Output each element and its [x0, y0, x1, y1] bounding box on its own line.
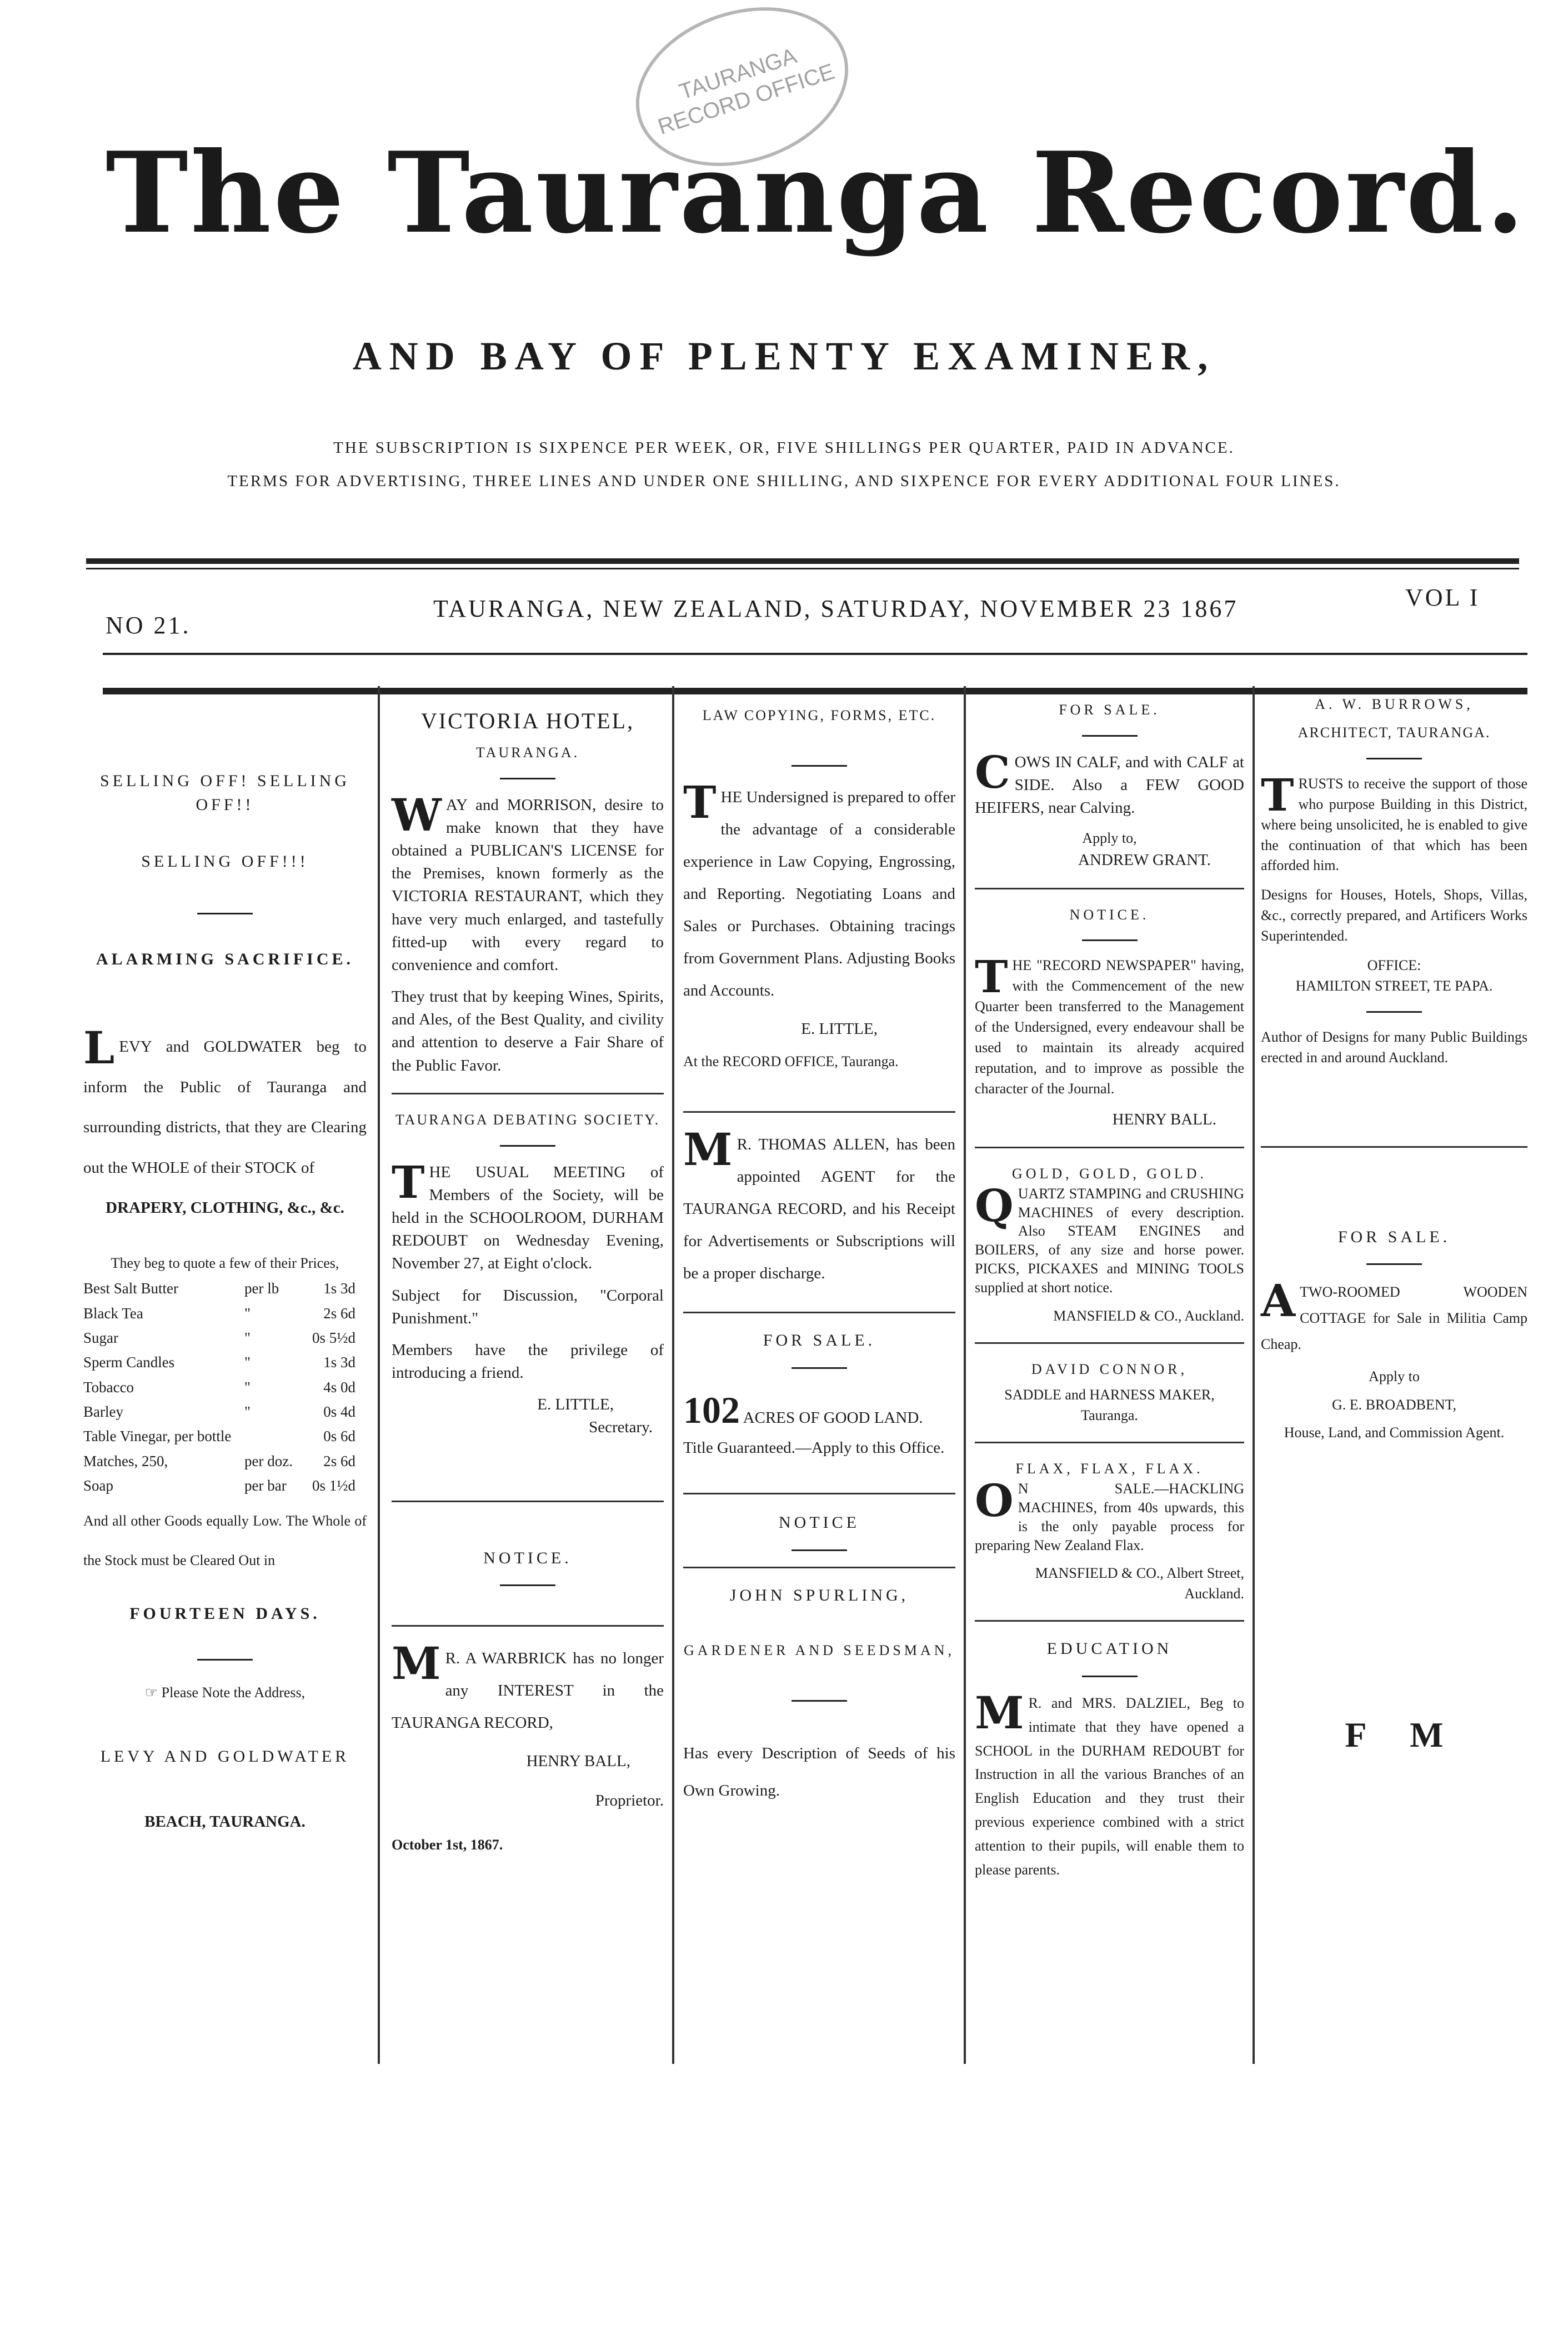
ad-body: HE "RECORD NEWSPAPER" having, with the Commencement of the new Quarter been transferred to the Management of the Undersigned, every endeavour shall be used to maintain its already acquired reputation, and to improve as possible the character of the Journal. — [975, 957, 1244, 1097]
price-item: Table Vinegar, per bottle — [83, 1428, 232, 1445]
price-value: 4s 0d — [323, 1378, 355, 1396]
divider — [975, 888, 1244, 889]
signature: MANSFIELD & CO., Auckland. — [1053, 1307, 1244, 1324]
drop-cap: M — [975, 1686, 1024, 1739]
ad-heading: SELLING OFF!!! — [141, 852, 309, 871]
divider — [975, 1620, 1244, 1622]
ad-body: TWO-ROOMED WOODEN COTTAGE for Sale in Militia Camp Cheap. — [1261, 1284, 1527, 1352]
divider — [500, 1145, 555, 1147]
price-row — [83, 1278, 367, 1299]
divider — [392, 1093, 664, 1094]
price-item: Sperm Candles — [83, 1354, 175, 1371]
drop-cap: M — [683, 1123, 733, 1176]
ad-body: Members have the privilege of introducing a friend. — [392, 1341, 664, 1382]
price-unit: " — [244, 1403, 251, 1421]
ad-subheading: ARCHITECT, TAURANGA. — [1298, 724, 1491, 741]
price-unit: " — [244, 1329, 251, 1347]
ad-heading: A. W. BURROWS, — [1315, 696, 1474, 712]
price-row — [83, 1451, 367, 1472]
divider — [392, 1625, 664, 1627]
ad-heading: GOLD, GOLD, GOLD. — [1011, 1165, 1208, 1182]
signature: HENRY BALL. — [1112, 1110, 1216, 1128]
price-row — [83, 1377, 367, 1398]
ad-body: AY and MORRISON, desire to make known that they have obtained a PUBLICAN'S LICENSE for the Premises, known formerly as the VICTORIA RESTAURANT, which they have very much enlarged, and tastefully fitted-up with every regard to convenience and comfort. — [392, 796, 664, 974]
price-unit: " — [244, 1304, 251, 1322]
record-notice — [975, 951, 1244, 1099]
law-copying-ad — [683, 776, 955, 1007]
drop-cap: T — [1261, 768, 1294, 821]
newspaper-subtitle: AND BAY OF PLENTY EXAMINER, — [352, 334, 1216, 378]
quartz-machines-ad — [975, 1179, 1244, 1297]
price-value: 1s 3d — [323, 1280, 355, 1297]
levy-goldwater-ad — [83, 1022, 367, 1188]
price-value: 2s 6d — [323, 1304, 355, 1322]
price-row — [83, 1352, 367, 1373]
divider — [791, 1549, 847, 1551]
price-value: 2s 6d — [323, 1452, 355, 1469]
price-item: Matches, 250, — [83, 1452, 168, 1469]
ad-heading: FOR SALE. — [763, 1331, 876, 1349]
ad-body: And all other Goods equally Low. The Whole of the Stock must be Cleared Out in — [83, 1513, 367, 1568]
ad-body: RUSTS to receive the support of those who purpose Building in this District, where being unsolicited, he is enabled to give the continuation of that which has been afforded him. — [1261, 775, 1527, 874]
ad-body: N SALE.—HACKLING MACHINES, from 40s upwards, this is the only payable process for preparing New Zealand Flax. — [975, 1481, 1244, 1553]
price-item: Barley — [83, 1403, 123, 1421]
office-stamp: TAURANGA RECORD OFFICE — [615, 0, 869, 192]
ad-body: Has every Description of Seeds of his Own Growing. — [683, 1744, 955, 1800]
office-label: OFFICE: — [1367, 957, 1421, 974]
price-item: Black Tea — [83, 1304, 143, 1322]
drop-cap: A — [1261, 1274, 1296, 1327]
price-row — [83, 1475, 367, 1496]
mid-rule — [103, 688, 1527, 694]
price-unit: " — [244, 1378, 251, 1396]
signature: G. E. BROADBENT, — [1331, 1396, 1457, 1413]
ad-body: R. THOMAS ALLEN, has been appointed AGENT for the TAURANGA RECORD, and his Receipt for Advertisements or Subscriptions will be a proper discharge. — [683, 1135, 955, 1282]
victoria-hotel-ad — [392, 788, 664, 1077]
divider — [791, 765, 847, 767]
drop-cap: L — [83, 1022, 115, 1074]
ad-body: ACRES OF GOOD LAND. Title Guaranteed.—Apply to this Office. — [683, 1408, 945, 1457]
price-unit: per doz. — [244, 1452, 293, 1469]
ad-body: EVY and GOLDWATER beg to inform the Public of Tauranga and surrounding districts, that they are Clearing out the WHOLE of their STOCK of — [83, 1038, 367, 1177]
signature-title: Proprietor. — [595, 1792, 664, 1810]
architect-ad — [1261, 768, 1527, 947]
divider — [683, 1493, 955, 1494]
signature: E. LITTLE, — [801, 1019, 878, 1038]
price-value: 1s 3d — [323, 1354, 355, 1371]
price-item: Sugar — [83, 1329, 118, 1347]
ad-body: HE USUAL MEETING of Members of the Society, will be held in the SCHOOLROOM, DURHAM REDOUBT on Wednesday Evening, November 27, at Eight o'clock. — [392, 1163, 664, 1273]
ad-heading: ALARMING SACRIFICE. — [96, 949, 354, 968]
divider — [791, 1700, 847, 1702]
divider — [683, 1111, 955, 1113]
signature: MANSFIELD & CO., Albert Street, Auckland. — [1035, 1565, 1244, 1602]
land-sale-ad — [683, 1383, 955, 1460]
price-item: Soap — [83, 1477, 113, 1494]
price-unit: per bar — [244, 1477, 287, 1494]
ad-body: R. A WARBRICK has no longer any INTEREST in the TAURANGA RECORD, — [392, 1649, 664, 1732]
ad-heading: DAVID CONNOR, — [1031, 1361, 1188, 1377]
column-divider — [378, 686, 380, 2064]
price-list — [83, 1278, 367, 1496]
ad-heading: NOTICE. — [1069, 906, 1150, 923]
volume: VOL I — [1405, 584, 1480, 611]
notice-date: October 1st, 1867. — [392, 1836, 503, 1853]
price-value: 0s 1½d — [312, 1477, 355, 1494]
price-item: Tobacco — [83, 1378, 134, 1396]
warbrick-notice — [392, 1637, 664, 1739]
dateline: TAURANGA, NEW ZEALAND, SATURDAY, NOVEMBER 23 1867 — [433, 595, 1239, 622]
address-note: ☞ Please Note the Address, — [144, 1684, 305, 1701]
ad-heading: FOR SALE. — [1059, 702, 1160, 718]
mid-rule-thin — [103, 653, 1527, 655]
advertising-terms: TERMS FOR ADVERTISING, THREE LINES AND UNDER ONE SHILLING, AND SIXPENCE FOR EVERY ADDITIONAL FOUR LINES. — [227, 472, 1341, 490]
ad-subheading: GARDENER AND SEEDSMAN, — [683, 1642, 955, 1659]
ad-heading: SELLING OFF! SELLING OFF!! — [100, 772, 350, 814]
ad-heading: FOR SALE. — [1337, 1227, 1451, 1246]
flax-machines-ad — [975, 1474, 1244, 1554]
ad-heading: NOTICE. — [483, 1548, 572, 1567]
price-value: 0s 6d — [323, 1428, 355, 1445]
price-row — [83, 1426, 367, 1447]
price-row — [83, 1327, 367, 1348]
top-rule-thin — [86, 568, 1519, 569]
price-item: Best Salt Butter — [83, 1280, 178, 1297]
apply-line: Apply to, — [1082, 830, 1137, 847]
drop-cap: W — [392, 788, 442, 841]
divider — [1261, 1146, 1527, 1148]
column-1 — [83, 694, 367, 2072]
cottage-sale-ad — [1261, 1274, 1527, 1357]
divider — [1082, 735, 1138, 737]
price-unit: per lb — [244, 1280, 279, 1297]
agent-notice — [683, 1123, 955, 1289]
divider — [1366, 758, 1422, 759]
newspaper-title: The Tauranga Record. — [106, 128, 1527, 258]
column-5 — [1261, 694, 1527, 2072]
ad-body: They trust that by keeping Wines, Spirits, and Ales, of the Best Quality, and civility and attention to deserve a Fair Share of the Public Favor. — [392, 988, 664, 1074]
signature: HENRY BALL, — [526, 1752, 630, 1771]
drop-cap: T — [975, 951, 1008, 1003]
firm-name: LEVY AND GOLDWATER — [100, 1747, 350, 1766]
price-row — [83, 1401, 367, 1422]
ad-subheading: TAURANGA. — [475, 744, 580, 761]
firm-address: BEACH, TAURANGA. — [144, 1812, 305, 1831]
divider — [1366, 1263, 1422, 1265]
price-value: 0s 5½d — [312, 1329, 355, 1347]
ad-body: R. and MRS. DALZIEL, Beg to intimate that they have opened a SCHOOL in the DURHAM REDOUBT for Instruction in all the various Branches of an English Education and they trust their previous experience combined with a strict attention to their pupils, will enable them to please parents. — [975, 1694, 1244, 1878]
signature: E. LITTLE, — [537, 1396, 614, 1414]
office-address: At the RECORD OFFICE, Tauranga. — [683, 1053, 899, 1070]
signature: ANDREW GRANT. — [1078, 851, 1211, 869]
divider — [683, 1567, 955, 1568]
education-ad — [975, 1686, 1244, 1882]
column-4 — [975, 694, 1244, 2072]
ad-heading: FOURTEEN DAYS. — [129, 1604, 320, 1623]
ad-body: Author of Designs for many Public Buildings erected in and around Auckland. — [1261, 1028, 1527, 1066]
ad-heading: JOHN SPURLING, — [729, 1586, 909, 1604]
column-divider — [672, 686, 674, 2064]
ad-heading: LAW COPYING, FORMS, ETC. — [702, 707, 936, 723]
price-unit: " — [244, 1354, 251, 1371]
price-row — [83, 1303, 367, 1324]
column-divider — [964, 686, 966, 2064]
ad-heading: TAURANGA DEBATING SOCIETY. — [395, 1111, 660, 1128]
divider — [1082, 1676, 1138, 1677]
divider — [975, 1147, 1244, 1148]
column-2 — [392, 694, 664, 2072]
divider — [500, 778, 555, 779]
cows-sale-ad — [975, 746, 1244, 820]
drop-cap: Q — [975, 1179, 1014, 1232]
divider — [791, 1367, 847, 1369]
subscription-terms: THE SUBSCRIPTION IS SIXPENCE PER WEEK, OR, FIVE SHILLINGS PER QUARTER, PAID IN ADVANCE. — [333, 439, 1235, 457]
ad-body: Subject for Discussion, "Corporal Punishment." — [392, 1286, 664, 1327]
ad-body: UARTZ STAMPING and CRUSHING MACHINES of every description. Also STEAM ENGINES and BOILERS, of any size and horse power. PICKS, PICKAXES and MINING TOOLS supplied at short notice. — [975, 1185, 1244, 1296]
column-divider — [1253, 686, 1255, 2064]
divider — [975, 1342, 1244, 1344]
ad-heading: FLAX, FLAX, FLAX. — [1015, 1461, 1204, 1477]
drop-cap: M — [392, 1637, 441, 1690]
top-rule — [86, 558, 1519, 564]
ad-heading: VICTORIA HOTEL, — [420, 708, 635, 733]
divider — [392, 1501, 664, 1502]
stock-line: DRAPERY, CLOTHING, &c., &c. — [106, 1199, 344, 1217]
ad-body: SADDLE and HARNESS MAKER, Tauranga. — [1004, 1387, 1215, 1424]
fm-mark: F M — [1345, 1715, 1444, 1755]
ad-body: OWS IN CALF, and with CALF at SIDE. Also a FEW GOOD HEIFERS, near Calving. — [975, 753, 1244, 817]
drop-cap: O — [975, 1474, 1014, 1527]
divider — [197, 913, 253, 914]
office-address: HAMILTON STREET, TE PAPA. — [1295, 977, 1493, 994]
ad-body: HE Undersigned is prepared to offer the advantage of a considerable experience in Law Copying, Engrossing, and Reporting. Negotiating Loans and Sales or Purchases. Obtaining tracings from Government Plans. Adjusting Books and Accounts. — [683, 788, 955, 999]
signature-title: House, Land, and Commission Agent. — [1284, 1424, 1505, 1441]
pointing-hand-icon: ☞ — [144, 1684, 162, 1701]
price-intro: They beg to quote a few of their Prices, — [111, 1254, 339, 1271]
column-3 — [683, 694, 955, 2072]
issue-number: NO 21. — [106, 612, 191, 639]
acreage: 102 — [683, 1388, 740, 1431]
price-value: 0s 4d — [323, 1403, 355, 1421]
apply-line: Apply to — [1369, 1368, 1420, 1384]
divider — [197, 1659, 253, 1661]
divider — [975, 1442, 1244, 1443]
ad-body: Designs for Houses, Hotels, Shops, Villas, &c., correctly prepared, and Artificers Works Superintended. — [1261, 887, 1527, 944]
price-unit — [244, 1426, 311, 1447]
divider — [683, 1312, 955, 1313]
drop-cap: T — [683, 776, 717, 828]
divider — [1082, 939, 1138, 941]
signature-title: Secretary. — [589, 1418, 653, 1437]
divider — [1366, 1011, 1422, 1013]
ad-heading: NOTICE — [779, 1513, 860, 1532]
ad-heading: EDUCATION — [1046, 1639, 1173, 1658]
divider — [500, 1584, 555, 1586]
drop-cap: T — [392, 1156, 425, 1208]
debating-society-ad — [392, 1156, 664, 1385]
drop-cap: C — [975, 746, 1010, 798]
